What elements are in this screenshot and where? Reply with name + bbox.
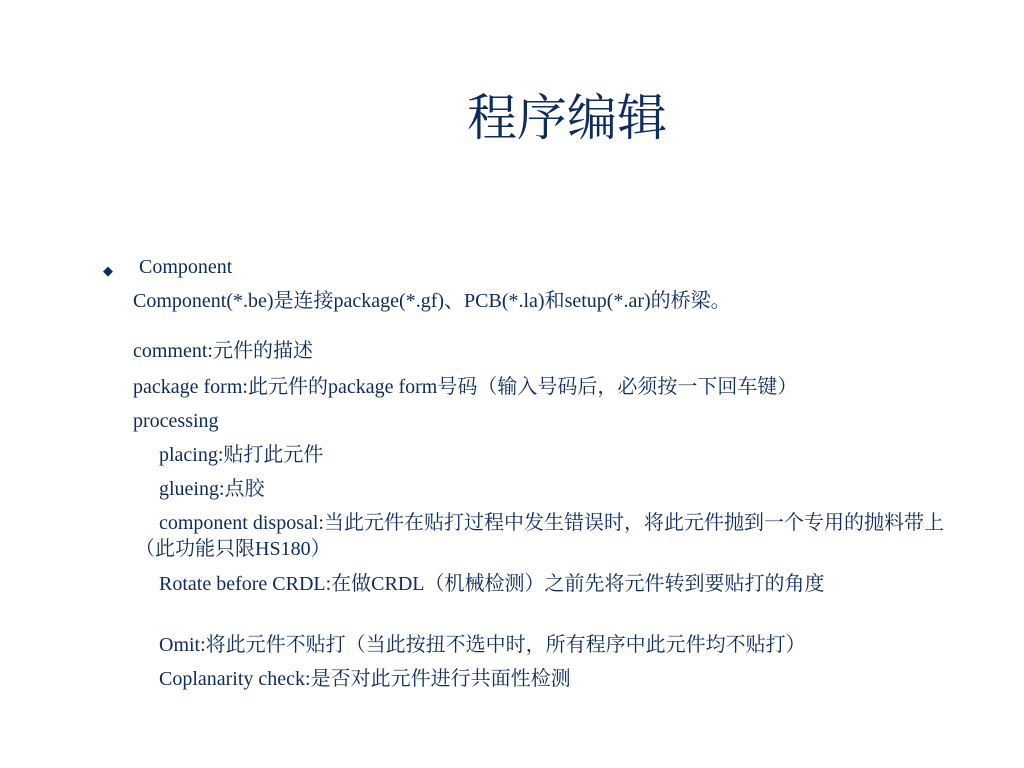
comment-line: comment:元件的描述 <box>133 340 313 362</box>
coplanarity-check-line: Coplanarity check:是否对此元件进行共面性检测 <box>159 668 571 690</box>
omit-line: Omit:将此元件不贴打（当此按扭不选中时，所有程序中此元件均不贴打） <box>159 634 806 656</box>
slide-title: 程序编辑 <box>467 90 667 146</box>
rotate-before-crdl-line: Rotate before CRDL:在做CRDL（机械检测）之前先将元件转到要贴打的角度 <box>159 573 825 595</box>
processing-line: processing <box>133 410 219 432</box>
placing-line: placing:贴打此元件 <box>159 444 324 466</box>
component-disposal-line: component disposal:当此元件在贴打过程中发生错误时，将此元件抛到一个专用的抛料带上（此功能只限HS180） <box>135 512 944 560</box>
package-form-line: package form:此元件的package form号码（输入号码后，必须按一下回车键） <box>133 376 798 398</box>
component-heading: Component <box>139 256 233 278</box>
glueing-line: glueing:点胶 <box>159 478 265 500</box>
component-intro-text: Component(*.be)是连接package(*.gf)、PCB(*.la)和setup(*.ar)的桥梁。 <box>133 290 731 312</box>
diamond-bullet-icon: ◆ <box>103 263 113 278</box>
